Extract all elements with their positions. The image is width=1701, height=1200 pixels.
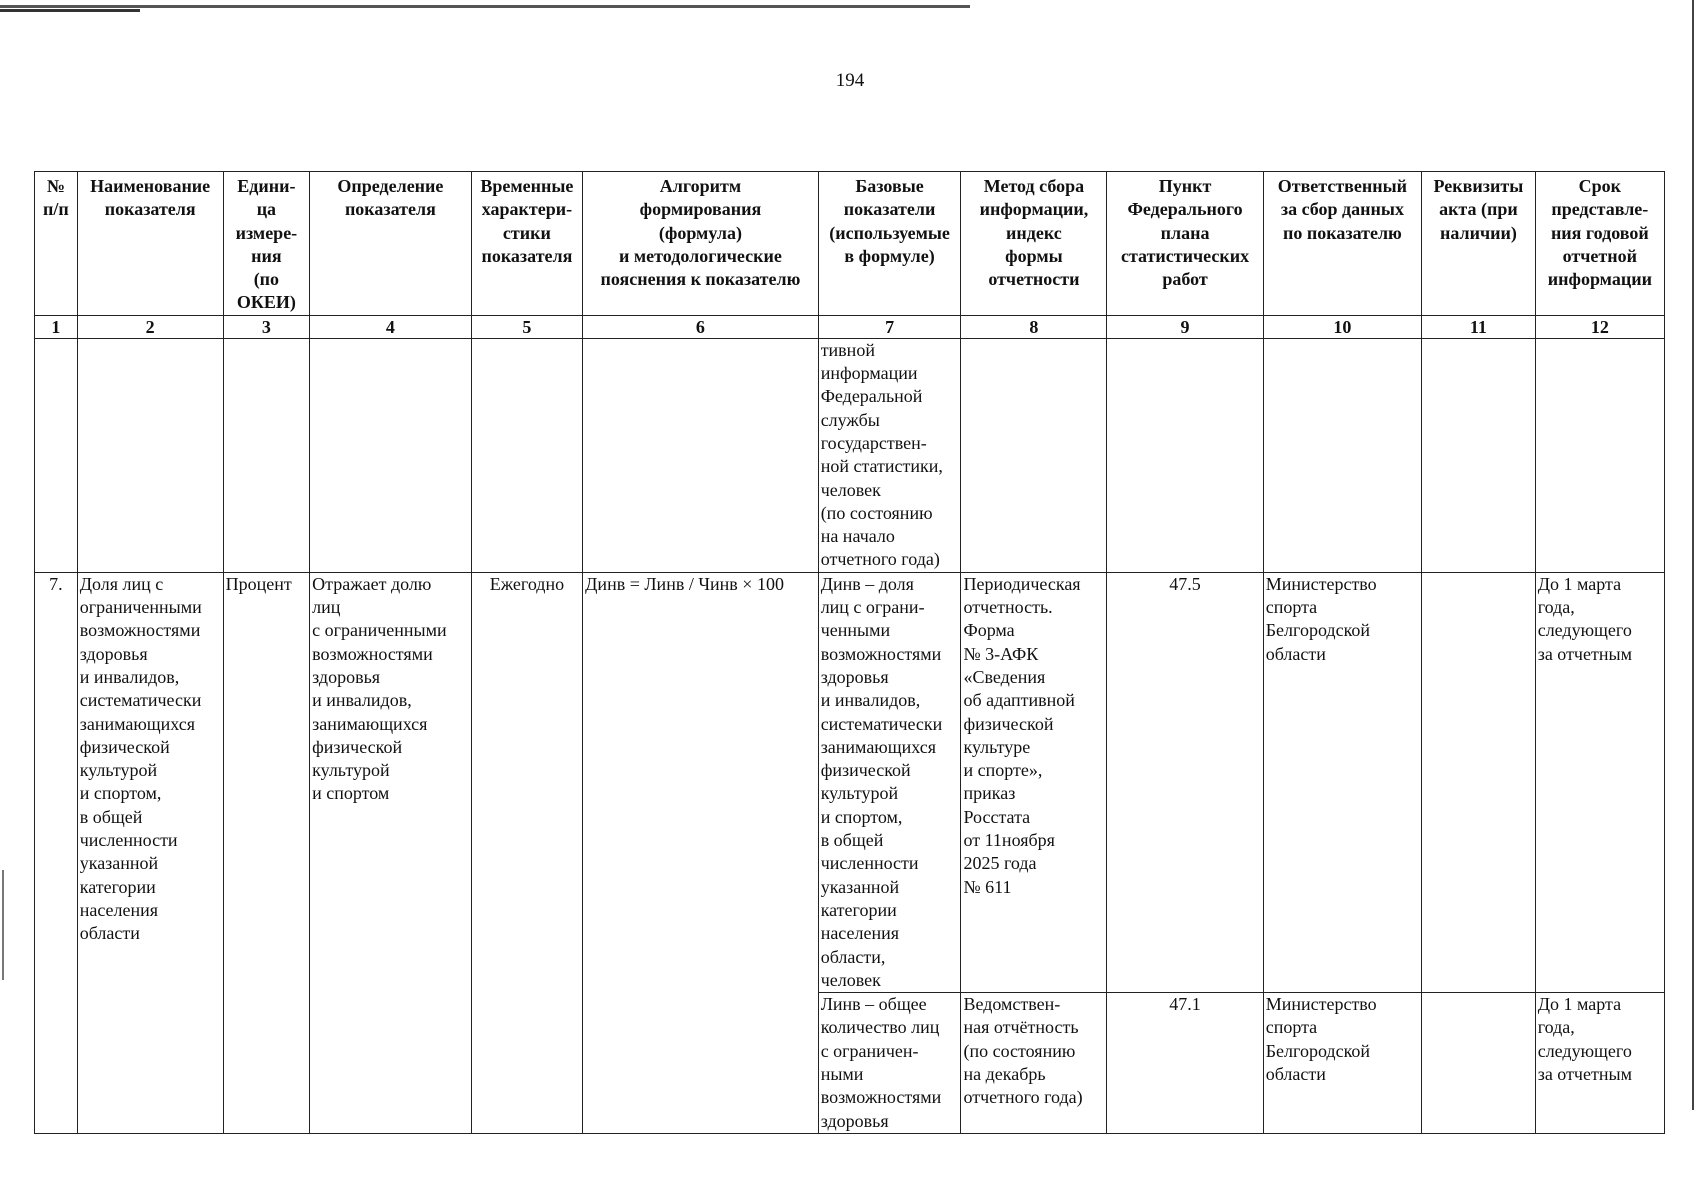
text-line: плана <box>1160 222 1210 243</box>
text-line: Доля лиц с <box>79 573 164 594</box>
base-indicator <box>818 572 961 992</box>
text-line: человек <box>820 479 881 500</box>
header-cell <box>583 172 819 316</box>
top-rule-short <box>0 9 140 12</box>
text-line: здоровья <box>312 666 381 687</box>
deadline <box>1535 993 1664 1134</box>
text-line: в общей <box>79 806 143 827</box>
text-line: стики <box>502 222 551 243</box>
header-cell <box>223 172 310 316</box>
text-line: систематически <box>79 690 202 711</box>
text-line: ОКЕИ) <box>236 292 296 313</box>
text-line: занимающихся <box>820 736 936 757</box>
text-line: отчетности <box>988 269 1080 290</box>
text-line: Министерство <box>1265 994 1377 1015</box>
column-number: 2 <box>77 315 223 338</box>
text-line: за отчетным <box>1537 1064 1632 1085</box>
text-line: ца <box>256 199 277 220</box>
column-number: 4 <box>310 315 472 338</box>
text-line: акта (при <box>1439 199 1518 220</box>
text-line: категории <box>820 899 897 920</box>
text-line: статистических <box>1120 245 1250 266</box>
text-line: культурой <box>79 760 158 781</box>
text-line: численности <box>79 830 178 851</box>
text-line: года, <box>1537 1017 1575 1038</box>
text-line: физической <box>963 713 1054 734</box>
table-cell <box>1535 338 1664 572</box>
scan-edge-right <box>1692 0 1694 1110</box>
text-line: спорта <box>1265 1017 1318 1038</box>
time-characteristic: Ежегодно <box>471 572 583 1133</box>
text-line: ния годовой <box>1550 222 1649 243</box>
text-line: следующего <box>1537 1040 1632 1061</box>
table-cell <box>223 338 310 572</box>
text-line: п/п <box>42 199 69 220</box>
text-line: на начало <box>820 526 895 547</box>
text-line: Определение <box>337 176 444 196</box>
text-line: информации <box>1547 269 1652 290</box>
text-line: тивной <box>820 339 875 360</box>
text-line: Базовые <box>855 176 924 196</box>
column-number: 5 <box>471 315 583 338</box>
column-number: 1 <box>35 315 78 338</box>
table-cell <box>310 338 472 572</box>
text-line: отчетного года) <box>963 1087 1083 1108</box>
text-line: культуре <box>963 736 1031 757</box>
text-line: культурой <box>820 783 899 804</box>
text-line: указанной <box>79 853 159 874</box>
text-line: (формула) <box>658 222 742 243</box>
text-line: занимающихся <box>79 713 196 734</box>
text-line: физической <box>79 736 170 757</box>
unit-of-measure: Процент <box>223 572 310 1133</box>
header-cell <box>35 172 78 316</box>
text-line: ными <box>820 1064 864 1085</box>
header-row <box>35 172 1665 316</box>
text-line: Пункт <box>1158 176 1212 196</box>
text-line: об адаптивной <box>963 690 1075 711</box>
text-line: от 11ноября <box>963 830 1055 851</box>
text-line: формирования <box>639 199 762 220</box>
text-line: Белгородской <box>1265 1040 1371 1061</box>
text-line: характери- <box>481 199 573 220</box>
indicator-name <box>77 572 223 1133</box>
plan-item: 47.5 <box>1107 572 1263 992</box>
text-line: показателя <box>104 199 196 220</box>
text-line: физической <box>312 736 403 757</box>
text-line: систематически <box>820 713 943 734</box>
table-row-continuation <box>35 338 1665 572</box>
text-line: Реквизиты <box>1433 176 1524 196</box>
text-line: области <box>1265 643 1326 664</box>
text-line: и спорте», <box>963 760 1043 781</box>
collection-method <box>961 993 1107 1134</box>
table-cell <box>1107 338 1263 572</box>
text-line: Наименование <box>90 176 211 196</box>
text-line: возможностями <box>79 620 201 641</box>
text-line: с ограничен- <box>820 1040 919 1061</box>
text-line: показателя <box>481 245 573 266</box>
text-line: спорта <box>1265 597 1318 618</box>
column-number: 3 <box>223 315 310 338</box>
text-line: с ограниченными <box>312 620 447 641</box>
text-line: ограниченными <box>79 597 202 618</box>
text-line: (используемые <box>829 222 950 243</box>
column-number: 7 <box>818 315 961 338</box>
top-rule <box>0 5 970 8</box>
text-line: здоровья <box>820 1110 889 1131</box>
header-cell <box>1535 172 1664 316</box>
text-line: года, <box>1537 597 1575 618</box>
text-line: 2025 года <box>963 853 1037 874</box>
text-line: человек <box>820 969 881 990</box>
text-line: службы <box>820 409 880 430</box>
text-line: информации, <box>979 199 1089 220</box>
text-line: индекс <box>1006 222 1062 243</box>
act-details <box>1422 993 1536 1134</box>
text-line: работ <box>1162 269 1208 290</box>
text-line: возможностями <box>820 1087 942 1108</box>
indicator-definition <box>310 572 472 1133</box>
text-line: показателя <box>344 199 436 220</box>
text-line: № 611 <box>963 876 1012 897</box>
text-line: ной статистики, <box>820 456 943 477</box>
row-number: 7. <box>35 572 78 1133</box>
text-line: ная отчётность <box>963 1017 1079 1038</box>
text-line: отчетность. <box>963 597 1053 618</box>
text-line: (по состоянию <box>820 502 933 523</box>
text-line: (по <box>253 269 280 290</box>
text-line: физической <box>820 760 911 781</box>
header-cell <box>1107 172 1263 316</box>
text-line: Отражает долю <box>312 573 432 594</box>
text-line: Росстата <box>963 806 1031 827</box>
column-number: 6 <box>583 315 819 338</box>
text-line: на декабрь <box>963 1064 1046 1085</box>
text-line: ния <box>251 245 282 266</box>
text-line: представле- <box>1551 199 1649 220</box>
text-line: Ответственный <box>1277 176 1408 196</box>
header-cell <box>471 172 583 316</box>
table-cell <box>35 338 78 572</box>
text-line: и методологические <box>619 245 782 266</box>
table-row-7 <box>35 572 1665 992</box>
column-number: 12 <box>1535 315 1664 338</box>
text-line: Временные <box>480 176 574 196</box>
header-cell <box>818 172 961 316</box>
text-line: Срок <box>1578 176 1622 196</box>
header-cell <box>1422 172 1536 316</box>
text-line: отчетной <box>1562 245 1638 266</box>
text-line: и спортом <box>312 783 390 804</box>
text-line: здоровья <box>820 666 889 687</box>
header-cell <box>961 172 1107 316</box>
text-line: и инвалидов, <box>79 666 180 687</box>
act-details <box>1422 572 1536 992</box>
collection-method <box>961 572 1107 992</box>
text-line: указанной <box>820 876 900 897</box>
text-line: категории <box>79 876 156 897</box>
text-line: Динв – доля <box>820 573 914 594</box>
text-line: области <box>1265 1064 1326 1085</box>
table-cell <box>77 338 223 572</box>
text-line: № 3-АФК <box>963 643 1039 664</box>
text-line: населения <box>820 923 900 944</box>
text-line: отчетного года) <box>820 549 940 570</box>
table-cell <box>1422 338 1536 572</box>
text-line: области <box>79 923 140 944</box>
column-number: 11 <box>1422 315 1536 338</box>
column-number-row <box>35 315 1665 338</box>
text-line: информации <box>820 363 918 384</box>
text-line: формы <box>1005 245 1063 266</box>
header-cell <box>310 172 472 316</box>
text-line: численности <box>820 853 919 874</box>
column-number: 9 <box>1107 315 1263 338</box>
text-line: До 1 марта <box>1537 573 1622 594</box>
deadline <box>1535 572 1664 992</box>
column-number: 10 <box>1263 315 1421 338</box>
text-line: за сбор данных <box>1280 199 1404 220</box>
text-line: государствен- <box>820 432 927 453</box>
text-line: здоровья <box>79 643 148 664</box>
text-line: наличии) <box>1439 222 1517 243</box>
header-cell <box>77 172 223 316</box>
text-line: измере- <box>235 222 298 243</box>
text-line: лиц <box>312 597 341 618</box>
text-line: населения <box>79 899 159 920</box>
text-line: Ведомствен- <box>963 994 1061 1015</box>
text-line: «Сведения <box>963 666 1046 687</box>
text-line: Форма <box>963 620 1015 641</box>
text-line: Метод сбора <box>983 176 1085 196</box>
scan-edge-left <box>2 870 4 980</box>
text-line: приказ <box>963 783 1016 804</box>
indicator-table <box>34 171 1665 1134</box>
text-line: в общей <box>820 830 884 851</box>
base-indicator <box>818 993 961 1134</box>
formula: Динв = Линв / Чинв × 100 <box>583 572 819 1133</box>
text-line: области, <box>820 946 886 967</box>
text-line: за отчетным <box>1537 643 1632 664</box>
text-line: № <box>46 176 65 196</box>
text-line: ченными <box>820 620 891 641</box>
text-line: и спортом, <box>820 806 903 827</box>
page-number: 194 <box>835 70 865 91</box>
text-line: по показателю <box>1283 222 1402 243</box>
text-line: (по состоянию <box>963 1040 1076 1061</box>
text-line: Федеральной <box>820 386 923 407</box>
text-line: и спортом, <box>79 783 162 804</box>
text-line: и инвалидов, <box>820 690 921 711</box>
text-line: До 1 марта <box>1537 994 1622 1015</box>
text-line: следующего <box>1537 620 1632 641</box>
text-line: занимающихся <box>312 713 428 734</box>
text-line: культурой <box>312 760 390 781</box>
plan-item: 47.1 <box>1107 993 1263 1134</box>
responsible-party <box>1263 572 1421 992</box>
table-cell <box>583 338 819 572</box>
text-line: Алгоритм <box>659 176 742 196</box>
text-line: и инвалидов, <box>312 690 412 711</box>
text-line: возможностями <box>312 643 433 664</box>
text-line: количество лиц <box>820 1017 940 1038</box>
table-cell <box>961 338 1107 572</box>
responsible-party <box>1263 993 1421 1134</box>
header-cell <box>1263 172 1421 316</box>
base-indicator-continuation <box>818 338 961 572</box>
text-line: Федерального <box>1127 199 1243 220</box>
text-line: пояснения к показателю <box>600 269 801 290</box>
text-line: возможностями <box>820 643 942 664</box>
text-line: лиц с ограни- <box>820 597 925 618</box>
table-cell <box>1263 338 1421 572</box>
text-line: Едини- <box>237 176 296 196</box>
text-line: Белгородской <box>1265 620 1371 641</box>
text-line: Министерство <box>1265 573 1377 594</box>
text-line: Линв – общее <box>820 994 927 1015</box>
text-line: показатели <box>843 199 936 220</box>
column-number: 8 <box>961 315 1107 338</box>
text-line: Периодическая <box>963 573 1081 594</box>
table-cell <box>471 338 583 572</box>
text-line: в формуле) <box>844 245 935 266</box>
